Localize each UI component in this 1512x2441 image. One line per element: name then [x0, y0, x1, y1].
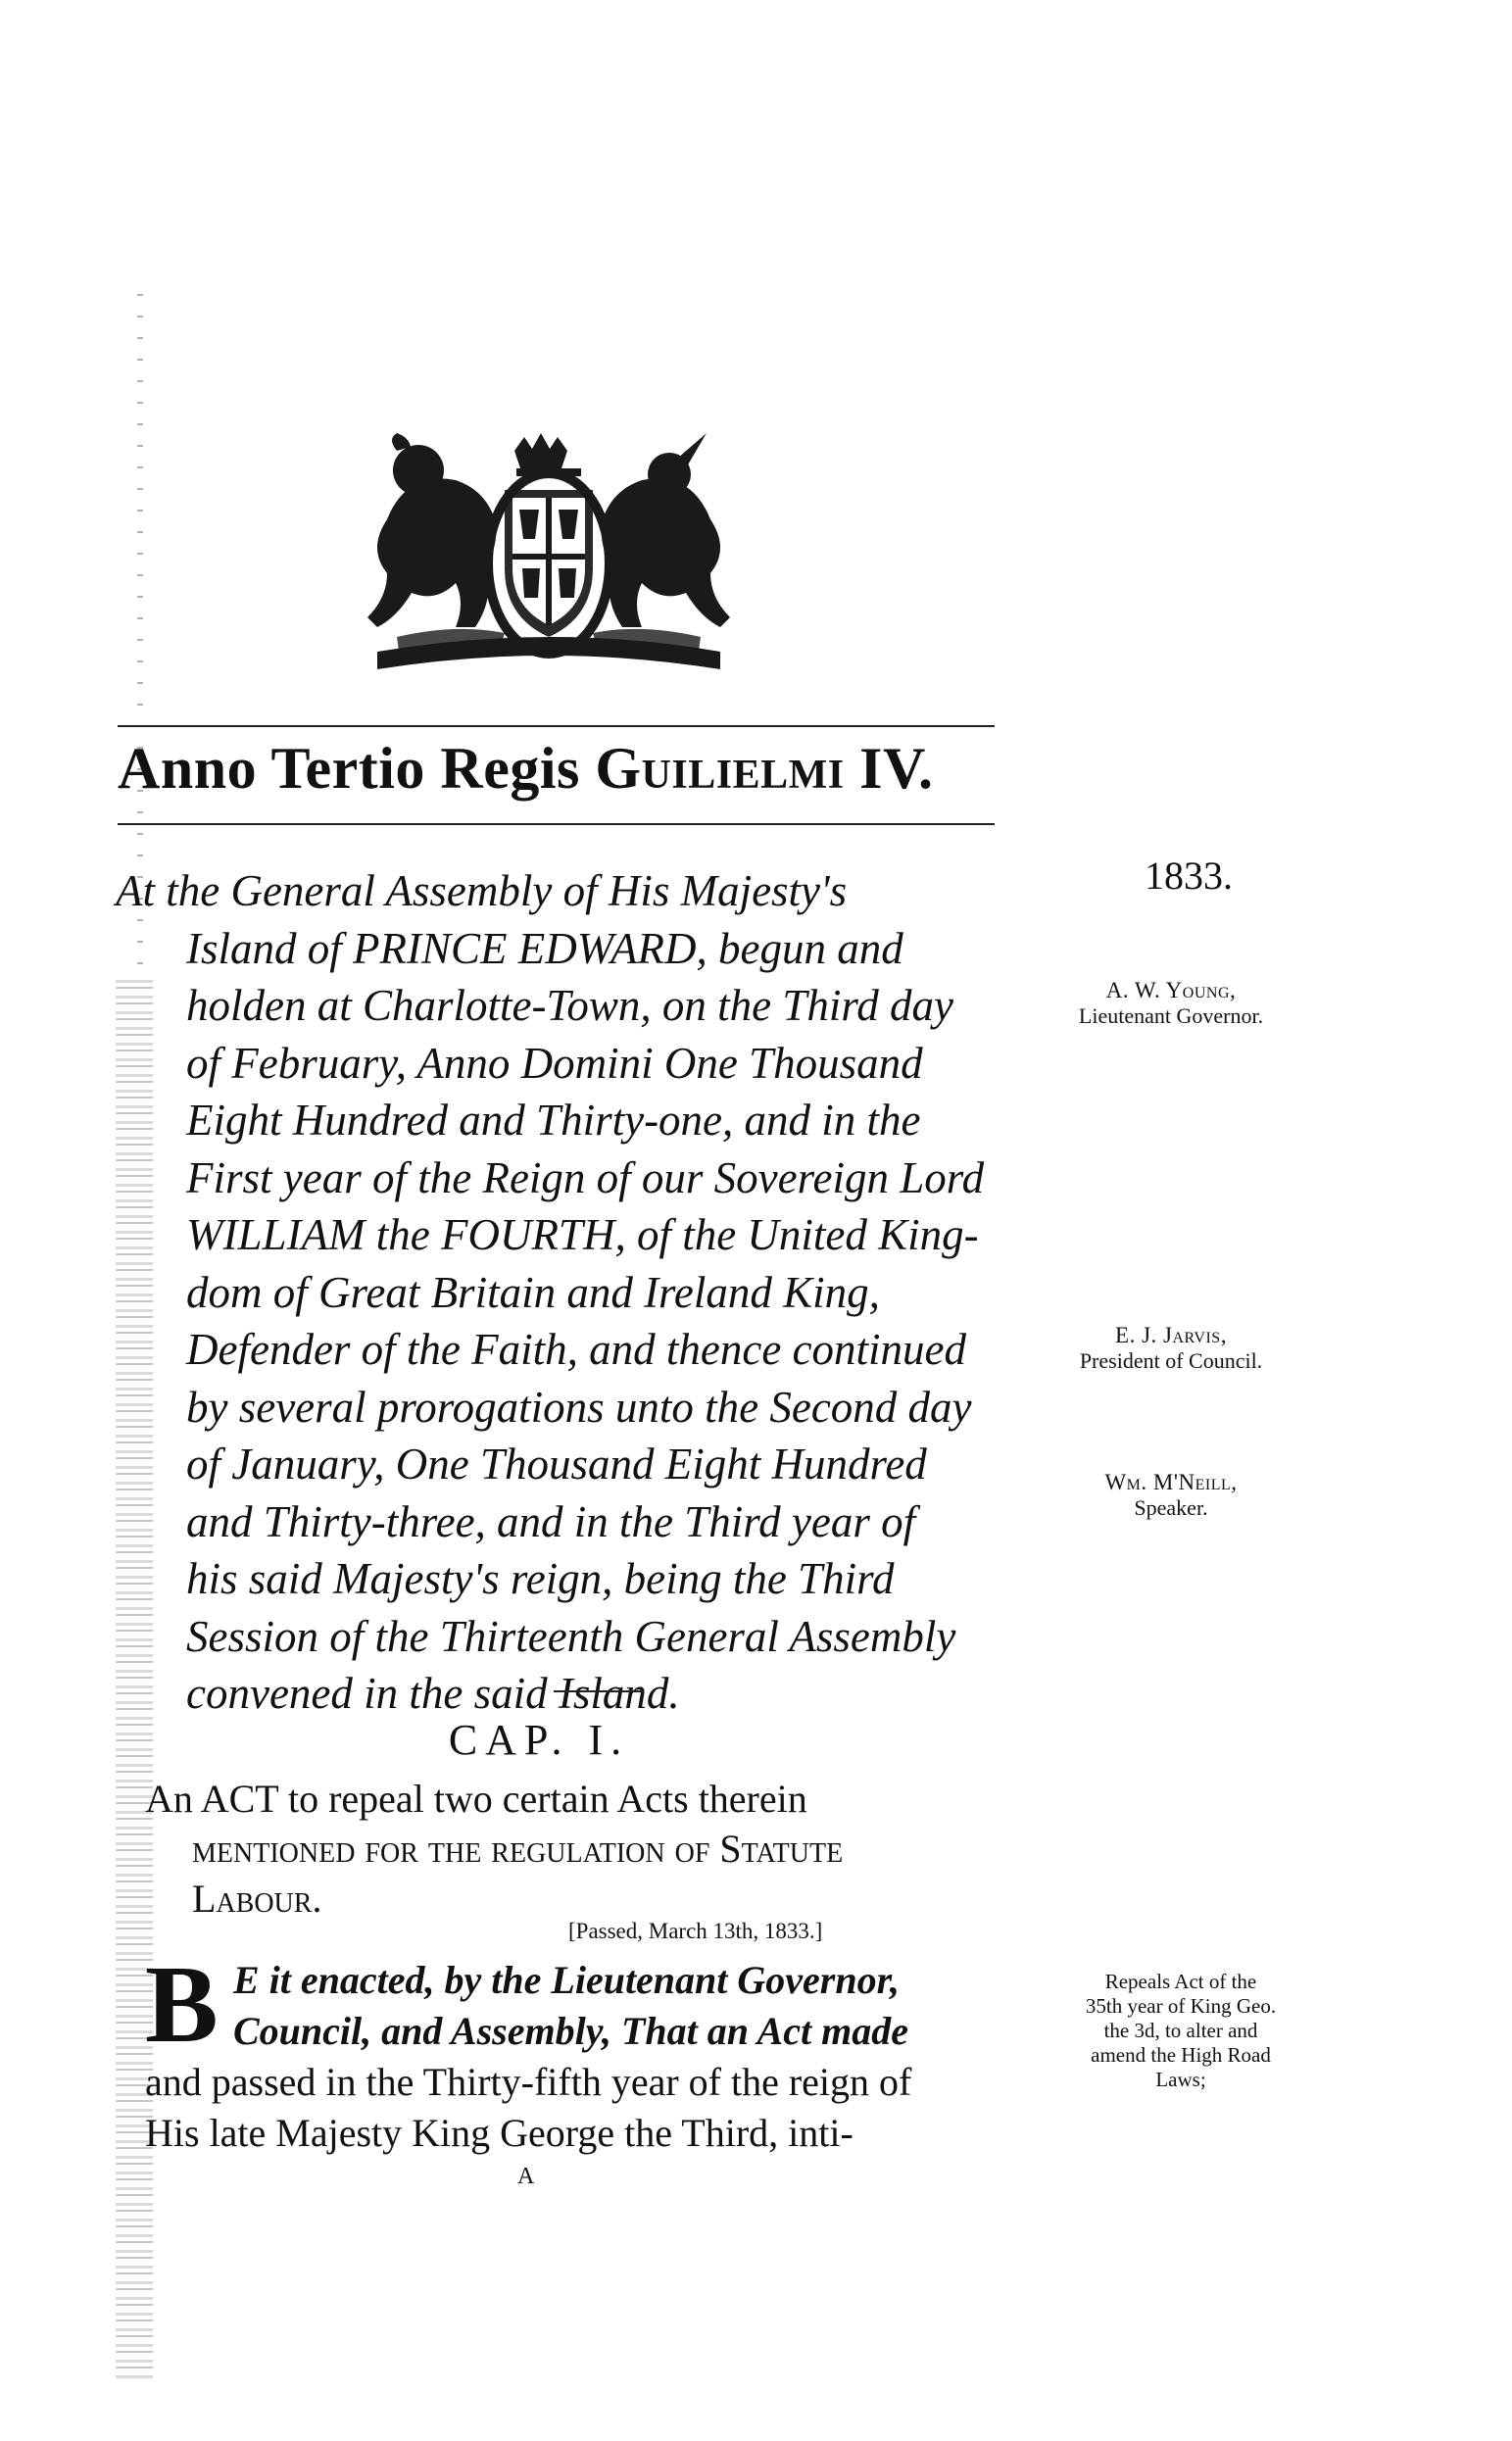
- top-rule: [118, 725, 995, 727]
- preamble-line: At the General Assembly of His Majesty's: [116, 866, 848, 915]
- margin-year: 1833.: [1145, 854, 1233, 898]
- preamble-line: Eight Hundred and Thirty-one, and in the: [186, 1096, 921, 1145]
- officer-president-of-council: [1039, 1323, 1303, 1374]
- preamble-line: Defender of the Faith, and thence continued: [186, 1325, 967, 1374]
- officer-title: President of Council.: [1079, 1348, 1263, 1373]
- running-title: [118, 735, 1000, 803]
- officer-title: Speaker.: [1134, 1495, 1208, 1520]
- officer-title: Lieutenant Governor.: [1078, 1003, 1264, 1028]
- body-line: [145, 2006, 1029, 2057]
- enacting-clause: [145, 1944, 1029, 2159]
- preamble-line: Island of PRINCE EDWARD, begun and: [186, 923, 903, 973]
- marginal-note-line: 35th year of King Geo.: [1085, 1994, 1277, 2018]
- act-title-line: mentioned for the regulation of Statute: [192, 1827, 844, 1871]
- preamble-line: dom of Great Britain and Ireland King,: [186, 1267, 880, 1317]
- body-line: [145, 1955, 1029, 2006]
- officer-name: Wm. M'Neill,: [1104, 1470, 1238, 1494]
- royal-coat-of-arms-icon: [358, 431, 740, 686]
- preamble-line: holden at Charlotte-Town, on the Third day: [186, 981, 953, 1030]
- title-numeral: IV.: [844, 736, 934, 801]
- marginal-note-line: the 3d, to alter and: [1103, 2019, 1258, 2042]
- act-title: [145, 1774, 1027, 1924]
- title-underrule: [118, 823, 995, 825]
- body-line-text: E it enacted, by the Lieutenant Governor,: [233, 1958, 900, 2002]
- preamble-line: and Thirty-three, and in the Third year of: [186, 1496, 916, 1546]
- body-line-text: Council, and Assembly, That an Act made: [233, 2009, 908, 2053]
- preamble-line: of February, Anno Domini One Thousand: [186, 1038, 923, 1088]
- passed-date: [Passed, March 13th, 1833.]: [568, 1919, 823, 1943]
- body-line: and passed in the Thirty-fifth year of the reign of: [145, 2060, 912, 2104]
- marginal-note: [1039, 1970, 1323, 2092]
- title-prefix: Anno Tertio Regis: [118, 736, 596, 801]
- body-line: His late Majesty King George the Third, inti-: [145, 2111, 854, 2155]
- officer-speaker: [1039, 1470, 1303, 1521]
- officer-lieutenant-governor: [1039, 978, 1303, 1029]
- marginal-note-line: Laws;: [1155, 2068, 1206, 2091]
- marginal-note-line: Repeals Act of the: [1104, 1970, 1257, 1993]
- preamble-line: convened in the said Island.: [186, 1669, 680, 1718]
- preamble-line: by several prorogations unto the Second day: [186, 1382, 972, 1432]
- marginal-note-line: amend the High Road: [1091, 2043, 1271, 2067]
- preamble-line: Session of the Thirteenth General Assembly: [186, 1611, 956, 1661]
- drop-cap: B: [145, 1944, 219, 2066]
- officer-name: A. W. Young,: [1105, 978, 1237, 1002]
- title-king-name: Guilielmi: [595, 736, 845, 801]
- act-title-line: Labour.: [192, 1877, 322, 1921]
- act-title-line: An ACT to repeal two certain Acts therein: [145, 1777, 807, 1821]
- chapter-heading: CAP. I.: [448, 1716, 630, 1764]
- preamble-line: his said Majesty's reign, being the Third: [186, 1554, 895, 1603]
- officer-name: E. J. Jarvis,: [1115, 1323, 1227, 1347]
- signature-mark: A: [517, 2164, 535, 2189]
- preamble-line: of January, One Thousand Eight Hundred: [186, 1440, 927, 1489]
- preamble-line: WILLIAM the FOURTH, of the United King-: [186, 1210, 979, 1259]
- preamble: [116, 862, 1017, 1723]
- preamble-line: First year of the Reign of our Sovereign Lord: [186, 1152, 985, 1202]
- chapter-rule: [554, 1690, 644, 1692]
